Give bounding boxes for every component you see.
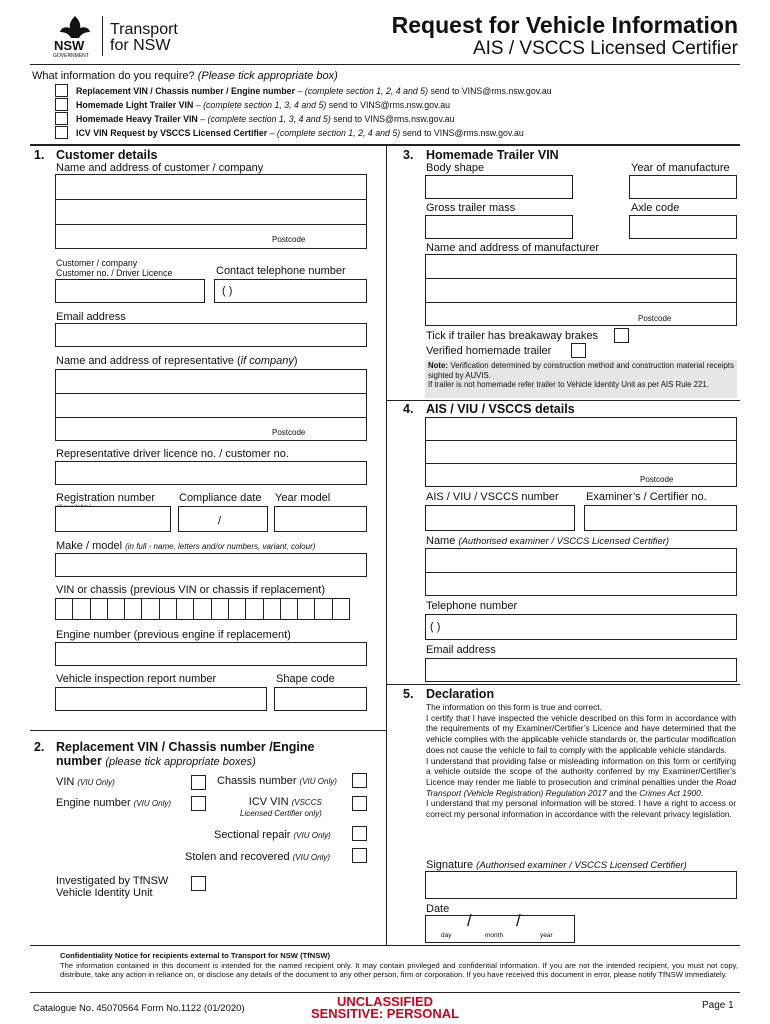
inspection-report-label: Vehicle inspection report number bbox=[56, 673, 217, 685]
option-replacement-checkbox[interactable] bbox=[55, 84, 68, 97]
engine-number-label: Engine number (previous engine if replacement) bbox=[56, 629, 291, 641]
note-panel: Note: Verification determined by construction method and construction material receipts sighted by AUVIS. If trailer is not homemade refer trailer to Vehicle Identity Unit as per AIS Rule 221. bbox=[425, 360, 737, 398]
year-manufacture-input[interactable] bbox=[629, 175, 737, 199]
ais-email-input[interactable] bbox=[425, 658, 737, 682]
signature-label: Signature (Authorised examiner / VSCCS Licensed Certifier) bbox=[426, 859, 687, 871]
section-4-number: 4. bbox=[403, 402, 414, 416]
vin-option-checkbox[interactable] bbox=[191, 775, 206, 790]
section-4-rule bbox=[386, 400, 740, 401]
email-input[interactable] bbox=[55, 323, 367, 347]
representative-input[interactable] bbox=[55, 369, 367, 441]
option-heavy-trailer-label: Homemade Heavy Trailer VIN – (complete section 1, 3, 4 and 5) send to VINS@rms.nsw.gov.au bbox=[76, 114, 455, 124]
manufacturer-line-2 bbox=[426, 302, 736, 303]
compliance-slash: / bbox=[218, 515, 222, 527]
customer-address-line-2 bbox=[56, 224, 366, 225]
customer-postcode-label: Postcode bbox=[272, 235, 306, 244]
representative-label: Name and address of representative (if company) bbox=[56, 355, 298, 367]
investigated-checkbox[interactable] bbox=[191, 876, 206, 891]
manufacturer-label: Name and address of manufacturer bbox=[426, 242, 600, 254]
ais-postcode-label: Postcode bbox=[640, 475, 674, 484]
email-label: Email address bbox=[56, 311, 126, 323]
agency-name: Transport for NSW bbox=[110, 21, 178, 54]
examiner-name-line bbox=[426, 572, 736, 573]
nsw-logo bbox=[51, 14, 99, 58]
ais-number-input[interactable] bbox=[425, 505, 575, 531]
section-2-title: Replacement VIN / Chassis number /Engine number (please tick appropriate boxes) bbox=[56, 740, 315, 768]
page-subtitle: AIS / VSCCS Licensed Certifier bbox=[472, 38, 738, 59]
ais-number-label: AIS / VIU / VSCCS number bbox=[426, 491, 559, 503]
compliance-input[interactable] bbox=[178, 506, 268, 532]
inspection-report-input[interactable] bbox=[55, 687, 267, 711]
compliance-label: Compliance date bbox=[179, 492, 262, 504]
axle-code-input[interactable] bbox=[629, 215, 737, 239]
ais-phone-input[interactable] bbox=[425, 614, 737, 640]
ais-name-address-input[interactable] bbox=[425, 417, 737, 487]
section-5-title: Declaration bbox=[426, 687, 495, 701]
manufacturer-line-1 bbox=[426, 278, 736, 279]
verified-label: Verified homemade trailer bbox=[426, 345, 552, 357]
customer-name-address-label: Name and address of customer / company bbox=[56, 162, 264, 174]
section-1-number: 1. bbox=[34, 148, 45, 162]
stolen-recovered-checkbox[interactable] bbox=[352, 848, 367, 863]
icv-option-label: ICV VIN (VSCCS Licensed Certifier only) bbox=[240, 796, 322, 818]
page-number: Page 1 bbox=[702, 1000, 734, 1011]
year-model-input[interactable] bbox=[274, 506, 367, 532]
confidentiality-rule bbox=[30, 945, 740, 946]
icv-option-checkbox[interactable] bbox=[352, 796, 367, 811]
declaration-text: The information on this form is true and correct. I certify that I have inspected the vehicle described on this form in accordance with the requirements of my Examiner/Certifier’s Licence and have determined that the vehicle complies with the applicable vehicle standards or, the particular modification does not cause the vehicle to fail to comply with the applicable vehicle standards. I understand that providing false or misleading information on this form or certifying a vehicle outside the scope of the authority conferred by my Examiner/Certifier’s Licence may render me liable to prosecution and criminal penalties under the Road Transport (Vehicle Registration) Regulation 2017 and the Crimes Act 1900. I understand that my personal information will be stored. I have a right to access or correct my personal information in accordance with the relevant privacy legislation. bbox=[426, 702, 736, 820]
chassis-option-checkbox[interactable] bbox=[352, 773, 367, 788]
axle-code-label: Axle code bbox=[631, 202, 680, 214]
year-model-label: Year model bbox=[275, 492, 331, 504]
registration-input[interactable] bbox=[55, 506, 171, 532]
gtm-label: Gross trailer mass bbox=[426, 202, 516, 214]
option-icv-label: ICV VIN Request by VSCCS Licensed Certifier – (complete section 1, 2, 4 and 5) send to VINS@rms.nsw.gov.au bbox=[76, 128, 524, 138]
body-shape-label: Body shape bbox=[426, 162, 485, 174]
ais-phone-parens: ( ) bbox=[430, 621, 441, 633]
footer-rule bbox=[30, 992, 740, 993]
section-rule-top bbox=[30, 144, 740, 146]
manufacturer-input[interactable] bbox=[425, 254, 737, 326]
contact-phone-input[interactable] bbox=[214, 279, 367, 303]
customer-address-line-1 bbox=[56, 199, 366, 200]
date-label: Date bbox=[426, 903, 450, 915]
rep-address-line-1 bbox=[56, 393, 366, 394]
vin-character-boxes[interactable] bbox=[55, 598, 349, 620]
chassis-option-label: Chassis number (VIU Only) bbox=[217, 775, 337, 787]
option-light-trailer-label: Homemade Light Trailer VIN – (complete section 1, 3, 4 and 5) send to VINS@rms.nsw.gov.au bbox=[76, 100, 451, 110]
engine-number-input[interactable] bbox=[55, 642, 367, 666]
investigated-label: Investigated by TfNSW Vehicle Identity Unit bbox=[56, 875, 169, 899]
rep-address-line-2 bbox=[56, 417, 366, 418]
make-model-input[interactable] bbox=[55, 553, 367, 577]
year-manufacture-label: Year of manufacture bbox=[631, 162, 730, 174]
date-slash-2: / bbox=[516, 911, 521, 930]
customer-no-input[interactable] bbox=[55, 279, 205, 303]
shape-code-label: Shape code bbox=[276, 673, 335, 685]
section-3-title: Homemade Trailer VIN bbox=[426, 148, 559, 162]
logo-nsw-text: NSW bbox=[54, 38, 85, 53]
engine-option-label: Engine number (VIU Only) bbox=[56, 797, 172, 809]
sectional-repair-label: Sectional repair (VIU Only) bbox=[214, 829, 331, 841]
classification-label: UNCLASSIFIED SENSITIVE: PERSONAL bbox=[310, 994, 460, 1021]
make-model-label: Make / model (in full - name, letters and/or numbers, variant, colour) bbox=[56, 540, 316, 552]
customer-name-address-input[interactable] bbox=[55, 174, 367, 249]
vin-chassis-label: VIN or chassis (previous VIN or chassis if replacement) bbox=[56, 584, 325, 596]
catalogue-number: Catalogue No. 45070564 Form No.1122 (01/2020) bbox=[33, 1003, 245, 1014]
page-title: Request for Vehicle Information bbox=[391, 12, 738, 38]
header-rule bbox=[30, 64, 740, 65]
examiner-name-label: Name (Authorised examiner / VSCCS Licensed Certifier) bbox=[426, 535, 670, 547]
breakaway-checkbox[interactable] bbox=[614, 328, 629, 343]
rep-licence-label: Representative driver licence no. / customer no. bbox=[56, 448, 289, 460]
body-shape-input[interactable] bbox=[425, 175, 573, 199]
customer-no-label: Customer / company Customer no. / Driver Licence bbox=[56, 258, 173, 278]
date-year-label: year bbox=[540, 932, 553, 939]
option-light-trailer-checkbox[interactable] bbox=[55, 98, 68, 111]
examiner-no-input[interactable] bbox=[584, 505, 737, 531]
registration-label: Registration number bbox=[56, 492, 156, 504]
manufacturer-postcode-label: Postcode bbox=[638, 314, 672, 323]
ais-email-label: Email address bbox=[426, 644, 496, 656]
ais-address-line-1 bbox=[426, 440, 736, 441]
contact-phone-parens: ( ) bbox=[222, 285, 233, 297]
date-month-label: month bbox=[485, 932, 504, 939]
engine-option-checkbox[interactable] bbox=[191, 796, 206, 811]
section-5-number: 5. bbox=[403, 687, 414, 701]
gtm-input[interactable] bbox=[425, 215, 573, 239]
section-3-number: 3. bbox=[403, 148, 414, 162]
option-heavy-trailer-checkbox[interactable] bbox=[55, 112, 68, 125]
option-replacement-label: Replacement VIN / Chassis number / Engine number – (complete section 1, 2, 4 and 5) send to VINS@rms.nsw.gov.au bbox=[76, 86, 552, 96]
stolen-recovered-label: Stolen and recovered (VIU Only) bbox=[185, 851, 330, 863]
examiner-no-label: Examiner’s / Certifier no. bbox=[586, 491, 707, 503]
logo-divider bbox=[102, 16, 103, 56]
section-2-rule bbox=[30, 730, 386, 731]
column-divider bbox=[386, 145, 387, 945]
ais-address-line-2 bbox=[426, 463, 736, 464]
verified-checkbox[interactable] bbox=[571, 343, 586, 358]
section-5-rule bbox=[386, 684, 740, 685]
logo-govt-text: GOVERNMENT bbox=[53, 53, 89, 59]
rep-licence-input[interactable] bbox=[55, 461, 367, 485]
section-1-title: Customer details bbox=[56, 148, 158, 162]
shape-code-input[interactable] bbox=[274, 687, 367, 711]
request-question: What information do you require? (Please tick appropriate box) bbox=[32, 70, 338, 82]
section-2-number: 2. bbox=[34, 740, 45, 754]
vin-option-label: VIN (VIU Only) bbox=[56, 776, 115, 788]
signature-input[interactable] bbox=[425, 871, 737, 899]
confidentiality-notice: Confidentiality Notice for recipients external to Transport for NSW (TfNSW) The information contained in this document is intended for the named recipient only. It may contain privileged and confidential information. If you are not the intended recipient, you must not copy, distribute, take any action in reliance on, or disclose any details of the document to any other person, firm or corporation. If you have received this document in error, please notify TfNSW immediately. bbox=[60, 951, 738, 980]
breakaway-label: Tick if trailer has breakaway brakes bbox=[426, 330, 598, 342]
contact-phone-label: Contact telephone number bbox=[216, 265, 346, 277]
rep-postcode-label: Postcode bbox=[272, 428, 306, 437]
ais-phone-label: Telephone number bbox=[426, 600, 518, 612]
option-icv-checkbox[interactable] bbox=[55, 126, 68, 139]
sectional-repair-checkbox[interactable] bbox=[352, 826, 367, 841]
date-day-label: day bbox=[441, 932, 452, 939]
section-4-title: AIS / VIU / VSCCS details bbox=[426, 402, 575, 416]
date-slash-1: / bbox=[467, 911, 472, 930]
